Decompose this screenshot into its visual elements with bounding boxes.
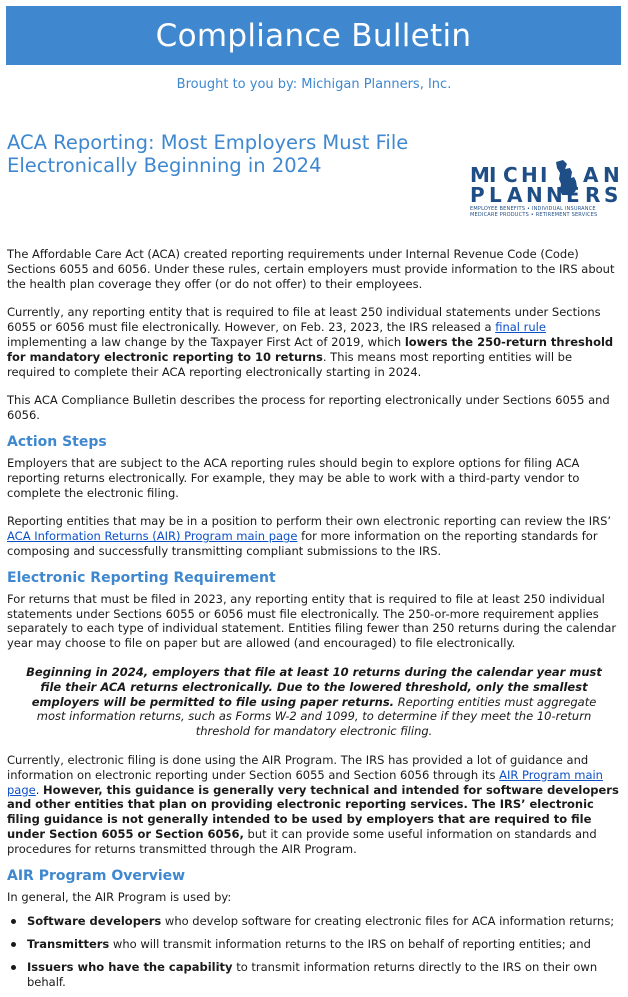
requirement-paragraph-1: For returns that must be filed in 2023, any reporting entity that is required to file at least 250 individual statements under Sections 6055 or 6056 must file electronically. The 250-or-more requirement applies separately to each type of individual statement. Entities filing fewer than 250 returns during the calendar year may choose to file on paper but are allowed (and encouraged) to file electronically. [7,591,617,651]
list-item-term: Issuers who have the capability [27,959,233,974]
bulletin-title: Compliance Bulletin [155,17,472,54]
air-main-page-link[interactable]: AIR Program main page [7,767,603,797]
action-steps-heading: Action Steps [7,433,107,450]
list-item [7,937,621,952]
callout-bold: Beginning in 2024, employers that file at least 10 returns during the calendar year must file their ACA returns electronically. Due to the lowered threshold, only the smallest employers will be permitted to file using paper returns. [26,664,602,709]
logo-letter: S [604,183,619,207]
list-item-text: who develop software for creating electronic files for ACA information returns; [161,914,615,929]
list-item-term: Software developers [27,914,162,929]
byline: Brought to you by: Michigan Planners, Inc. [176,77,452,92]
intro-paragraph-3: This ACA Compliance Bulletin describes the process for reporting electronically under Sections 6055 and 6056. [7,393,610,423]
bullet-icon [11,965,16,970]
logo-letter: N [603,163,620,187]
callout-italic: Reporting entities must aggregate most information returns, such as Forms W-2 and 1099, to determine if they meet the 10-return threshold for mandatory electronic filing. [36,694,597,739]
text-run: Reporting entities that may be in a position to perform their own electronic reporting can review the IRS’ [7,514,612,529]
logo-line-2 [470,184,622,206]
list-item-term: Transmitters [27,937,110,952]
requirement-paragraph-2 [7,753,621,857]
intro-paragraph-2 [7,305,621,379]
michigan-planners-logo [470,146,622,220]
air-overview-heading: AIR Program Overview [7,867,186,884]
action-steps-paragraph-2 [7,514,621,558]
logo-letter: A [583,163,599,187]
logo-letter: I [489,163,497,187]
bullet-icon [11,919,16,924]
text-run: . [35,782,44,797]
bullet-icon [11,942,16,947]
action-steps-paragraph-1: Employers that are subject to the ACA reporting rules should begin to explore options for filing ACA reporting returns electronically. For example, they may be able to work with a third-party vendor to complete the electronic filing. [7,455,580,500]
logo-tagline [470,206,622,218]
logo-letter: N [546,183,563,207]
list-item-text: who will transmit information returns to the IRS on behalf of reporting entities; and [109,937,591,952]
logo-letter: R [585,183,601,207]
logo-letter: H [521,163,538,187]
list-item [7,914,621,929]
logo-letter: E [566,183,580,207]
text-run: but it can provide some useful information on standards and procedures for returns transmitted through the AIR Program. [7,826,597,856]
bulletin-banner [6,6,621,65]
logo-letter: I [540,163,548,187]
air-program-link[interactable]: ACA Information Returns (AIR) Program main page [7,529,298,544]
text-run: Currently, any reporting entity that is required to file at least 250 individual statements under Sections 6055 or 6056 must file electronically. However, on Feb. 23, 2023, the IRS released a [7,305,601,335]
air-overview-intro: In general, the AIR Program is used by: [7,889,232,904]
list-item-text: to transmit information returns directly to the IRS on their own behalf. [27,959,598,989]
logo-letter: N [526,183,543,207]
air-users-list [7,914,621,989]
logo-tagline-2: MEDICARE PRODUCTS • RETIREMENT SERVICES [470,212,598,218]
list-item [7,960,621,990]
requirement-heading: Electronic Reporting Requirement [7,569,276,586]
threshold-callout [7,665,621,739]
text-run: implementing a law change by the Taxpayer First Act of 2019, which [7,334,405,349]
text-run: Currently, electronic filing is done using the AIR Program. The IRS has provided a lot of guidance and information on electronic reporting under Section 6055 and Section 6056 through its [7,752,589,782]
final-rule-link[interactable]: final rule [495,320,546,335]
logo-letter: P [470,183,485,207]
logo-letter: L [489,183,502,207]
article-body [7,247,621,997]
logo-tagline-1: EMPLOYEE BENEFITS • INDIVIDUAL INSURANCE [470,206,596,212]
threshold-emphasis: lowers the 250-return threshold for mandatory electronic reporting to 10 returns [7,334,614,364]
logo-letter: C [503,163,518,187]
guidance-emphasis: However, this guidance is generally very technical and intended for software developers and other entities that plan on providing electronic reporting services. The IRS’ electronic filing guidance is not generally intended to be used by employers that are required to file under Section 6055 or Section 6056, [7,782,619,841]
text-run: for more information on the reporting standards for composing and successfully transmitting compliant submissions to the IRS. [7,529,598,558]
article-headline: ACA Reporting: Most Employers Must File Electronically Beginning in 2024 [7,131,409,177]
text-run: . This means most reporting entities will be required to complete their ACA reporting electronically starting in 2024. [7,349,573,379]
logo-letter: A [507,183,523,207]
logo-letter: M [470,163,490,187]
intro-paragraph-1: The Affordable Care Act (ACA) created reporting requirements under Internal Revenue Code (Code) Sections 6055 and 6056. Under these rules, certain employers must provide information to the IRS about the health plan coverage they offer (or do not offer) to their employees. [7,247,615,291]
